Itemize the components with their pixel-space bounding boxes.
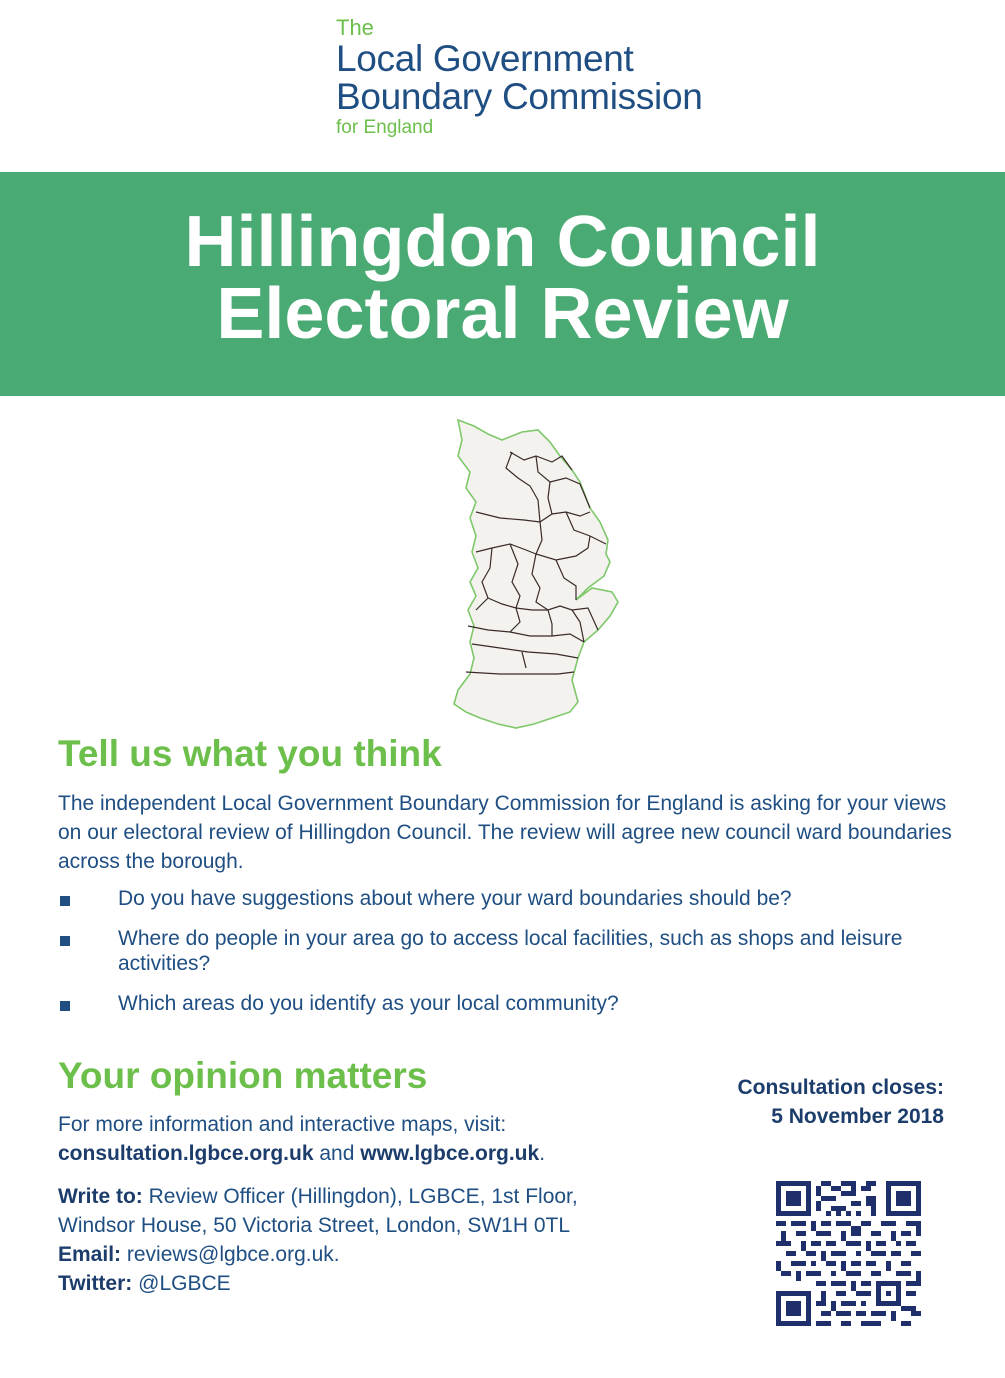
more-info [58,1110,698,1168]
list-item [58,991,958,1016]
tell-us-heading: Tell us what you think [58,733,442,774]
twitter-handle[interactable]: @LGBCE [138,1272,231,1295]
consultation-closes [680,1073,944,1131]
logo-the: The [336,15,374,40]
question-list [58,886,958,1031]
info-text: For more information and interactive maps, visit: [58,1113,507,1136]
logo-line-2: Boundary Commission [336,76,703,117]
borough-ward-map [440,412,625,732]
period-text: . [539,1142,546,1165]
lgbce-logo [336,16,756,140]
square-bullet-icon [60,1001,70,1011]
website-link[interactable]: www.lgbce.org.uk [360,1142,540,1165]
bullet-text: Do you have suggestions about where your ward boundaries should be? [118,887,792,910]
logo-line-1: Local Government [336,38,634,79]
intro-paragraph: The independent Local Government Boundary Commission for England is asking for your views on our electoral review of Hillingdon Council. The review will agree new council ward boundaries across the borough. [58,792,952,873]
opinion-heading: Your opinion matters [58,1055,428,1096]
title-line-2: Electoral Review [216,274,789,354]
title-line-1: Hillingdon Council [184,202,821,282]
closes-date: 5 November 2018 [771,1105,944,1128]
list-item [58,886,958,911]
closes-label: Consultation closes: [737,1076,944,1099]
and-text: and [319,1142,355,1165]
write-to-address-1: Review Officer (Hillingdon), LGBCE, 1st Floor, [148,1185,578,1208]
square-bullet-icon [60,936,70,946]
title-banner [0,172,1005,396]
contact-details [58,1182,698,1298]
bullet-text: Where do people in your area go to access local facilities, such as shops and leisure activities? [118,927,903,975]
bullet-text: Which areas do you identify as your local community? [118,992,619,1015]
twitter-label: Twitter: [58,1272,133,1295]
write-to-address-2: Windsor House, 50 Victoria Street, London, SW1H 0TL [58,1214,571,1237]
qr-code-icon[interactable] [776,1181,921,1326]
email-address[interactable]: reviews@lgbce.org.uk. [126,1243,340,1266]
logo-for-england: for England [336,117,434,138]
list-item [58,926,958,976]
square-bullet-icon [60,896,70,906]
email-label: Email: [58,1243,122,1266]
consultation-link[interactable]: consultation.lgbce.org.uk [58,1142,314,1165]
borough-outline [454,420,618,728]
write-to-label: Write to: [58,1185,143,1208]
